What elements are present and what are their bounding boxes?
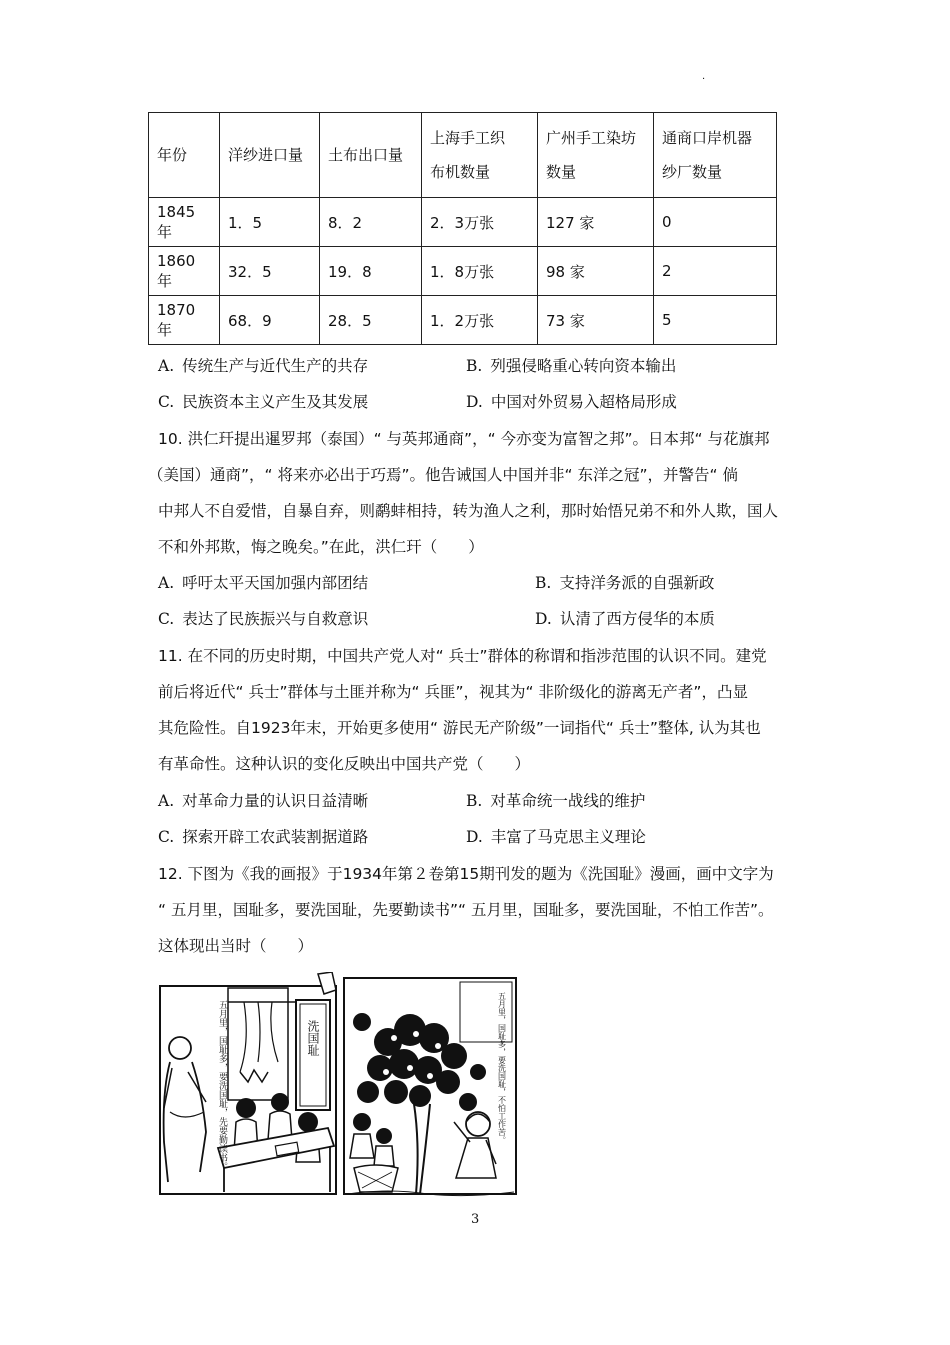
table-cell: 1．5 [220,198,320,247]
q11-option-c[interactable]: C. 探索开辟工农武装割据道路 [158,828,369,846]
table-row [149,247,777,296]
q11-stem-line: 有革命性。这种认识的变化反映出中国共产党（ ） [158,755,531,773]
table-cell: 1．2万张 [422,296,538,345]
table-row [149,296,777,345]
q12-stem-line: 12. 下图为《我的画报》于1934年第２卷第15期刊发的题为《洗国耻》漫画，画中文字为 [158,865,774,883]
header-cell-guangzhou-dyehouses: 广州手工染坊 数量 [538,113,654,198]
table-cell: 19．8 [320,247,422,296]
table-cell: 68．9 [220,296,320,345]
classroom-caption-text: 五月里，国耻多，要洗国耻，先要勤读书。 [217,1000,227,1171]
classroom-panel [160,972,336,1194]
table-header-row [149,113,777,198]
header-cell-port-mills: 通商口岸机器 纱厂数量 [654,113,777,198]
header-cell-shanghai-looms: 上海手工织 布机数量 [422,113,538,198]
q11-option-a[interactable]: A. 对革命力量的认识日益清晰 [158,792,369,810]
q9-option-d[interactable]: D. 中国对外贸易入超格局形成 [466,393,677,411]
header-cell-yarn-import: 洋纱进口量 [220,113,320,198]
q9-option-b[interactable]: B. 列强侵略重心转向资本输出 [466,357,677,375]
q10-option-a[interactable]: A. 呼吁太平天国加强内部团结 [158,574,369,592]
q12-stem-line: 这体现出当时（ ） [158,937,314,955]
q11-option-b[interactable]: B. 对革命统一战线的维护 [466,792,646,810]
header-cell-cloth-export: 土布出口量 [320,113,422,198]
table-cell: 98 家 [538,247,654,296]
farm-work-panel [344,978,516,1196]
header-dot: . [702,71,706,82]
table-cell: 1．8万张 [422,247,538,296]
q10-stem-line: 不和外邦欺，悔之晚矣。”在此，洪仁玕（ ） [158,538,484,556]
table-cell: 0 [654,198,777,247]
q10-stem-line: 中邦人不自爱惜，自暴自弃，则鹬蚌相持，转为渔人之利，那时始悟兄弟不和外人欺，国人 [158,502,779,520]
table-cell: 1870 年 [149,296,220,345]
q11-option-d[interactable]: D. 丰富了马克思主义理论 [466,828,646,846]
table-cell: 2 [654,247,777,296]
q11-stem-line: 前后将近代“ 兵士”群体与土匪并称为“ 兵匪”，视其为“ 非阶级化的游离无产者”，凸显 [158,683,748,701]
table-cell: 8．2 [320,198,422,247]
q11-stem-line: 11. 在不同的历史时期，中国共产党人对“ 兵士”群体的称谓和指涉范围的认识不同。建党 [158,647,767,665]
q9-option-c[interactable]: C. 民族资本主义产生及其发展 [158,393,369,411]
table-cell: 32．5 [220,247,320,296]
q10-option-d[interactable]: D. 认清了西方侵华的本质 [535,610,715,628]
q10-stem-line: 10. 洪仁玕提出暹罗邦（泰国）“ 与英邦通商”，“ 今亦变为富智之邦”。日本邦“ 与花旗邦 [158,430,770,448]
table-row [149,198,777,247]
q9-option-a[interactable]: A. 传统生产与近代生产的共存 [158,357,369,375]
table-cell: 1860 年 [149,247,220,296]
farm-work-caption-text: 五月里，国耻多，要洗国耻，不怕工作苦。 [497,992,507,1144]
table-cell: 5 [654,296,777,345]
table-cell: 2．3万张 [422,198,538,247]
board-text: 洗国耻 [306,1020,320,1056]
q10-stem-line: （美国）通商”，“ 将来亦必出于巧焉”。他告诫国人中国并非“ 东洋之冠”，并警告“ 倘 [148,466,738,484]
header-cell-year: 年份 [149,113,220,198]
table-cell: 73 家 [538,296,654,345]
classroom-caption [217,1000,228,1171]
q10-option-b[interactable]: B. 支持洋务派的自强新政 [535,574,715,592]
q10-option-c[interactable]: C. 表达了民族振兴与自救意识 [158,610,369,628]
wash-national-humiliation-cartoon [158,972,518,1200]
trade-statistics-table [148,112,777,345]
q12-stem-line: “ 五月里，国耻多，要洗国耻，先要勤读书”“ 五月里，国耻多，要洗国耻，不怕工作苦”。 [158,901,774,919]
table-cell: 28．5 [320,296,422,345]
q11-stem-line: 其危险性。自1923年末，开始更多使用“ 游民无产阶级”一词指代“ 兵士”整体, 认为其也 [158,719,761,737]
page-number: 3 [471,1212,480,1227]
table-cell: 127 家 [538,198,654,247]
table-cell: 1845 年 [149,198,220,247]
